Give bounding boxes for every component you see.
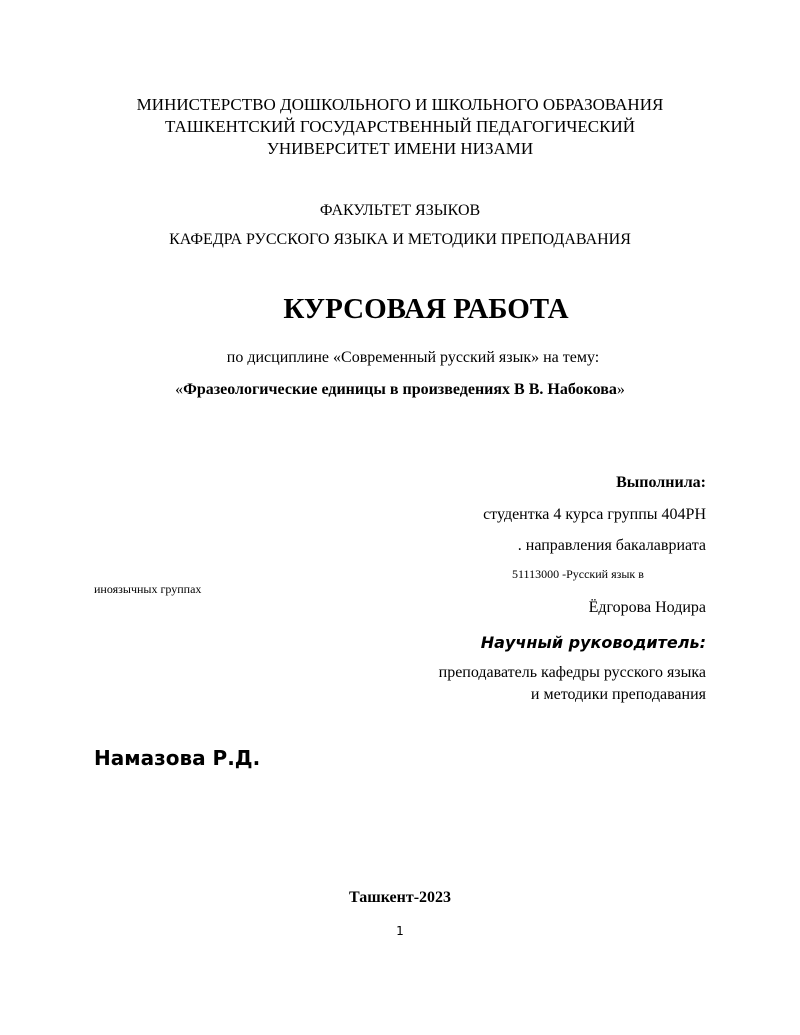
city-year: Ташкент-2023 (348, 889, 452, 906)
ministry-line-2: ТАШКЕНТСКИЙ ГОСУДАРСТВЕННЫЙ ПЕДАГОГИЧЕСКИЙ (164, 117, 636, 136)
author-name: Ёдгорова Нодира (588, 599, 706, 616)
ministry-line-3: УНИВЕРСИТЕТ ИМЕНИ НИЗАМИ (266, 139, 534, 158)
author-course-line: студентка 4 курса группы 404РН (483, 506, 706, 523)
author-label: Выполнила: (616, 474, 706, 491)
author-specialty-line: 51113000 -Русский язык в (512, 567, 644, 581)
department-name: КАФЕДРА РУССКОГО ЯЗЫКА И МЕТОДИКИ ПРЕПОДАВАНИЯ (169, 231, 631, 248)
document-title: КУРСОВАЯ РАБОТА (283, 293, 569, 325)
topic-title: Фразеологические единицы в произведениях В В. Набокова (183, 381, 617, 398)
author-specialty-continuation: иноязычных группах (94, 582, 202, 596)
author-direction-line: . направления бакалавриата (517, 537, 706, 554)
page-number: 1 (396, 924, 404, 938)
supervisor-label: Научный руководитель: (480, 633, 706, 652)
supervisor-position-line-1: преподаватель кафедры русского языка (438, 664, 706, 681)
discipline-line: по дисциплине «Современный русский язык» на тему: (226, 349, 600, 366)
topic-line (0, 381, 800, 399)
topic-close-quote: » (616, 381, 625, 398)
supervisor-name: Намазова Р.Д. (94, 746, 261, 770)
supervisor-position-line-2: и методики преподавания (530, 686, 706, 703)
faculty-name: ФАКУЛЬТЕТ ЯЗЫКОВ (319, 202, 481, 219)
ministry-line-1: МИНИСТЕРСТВО ДОШКОЛЬНОГО И ШКОЛЬНОГО ОБРАЗОВАНИЯ (136, 95, 664, 114)
topic-open-quote: « (175, 381, 184, 398)
